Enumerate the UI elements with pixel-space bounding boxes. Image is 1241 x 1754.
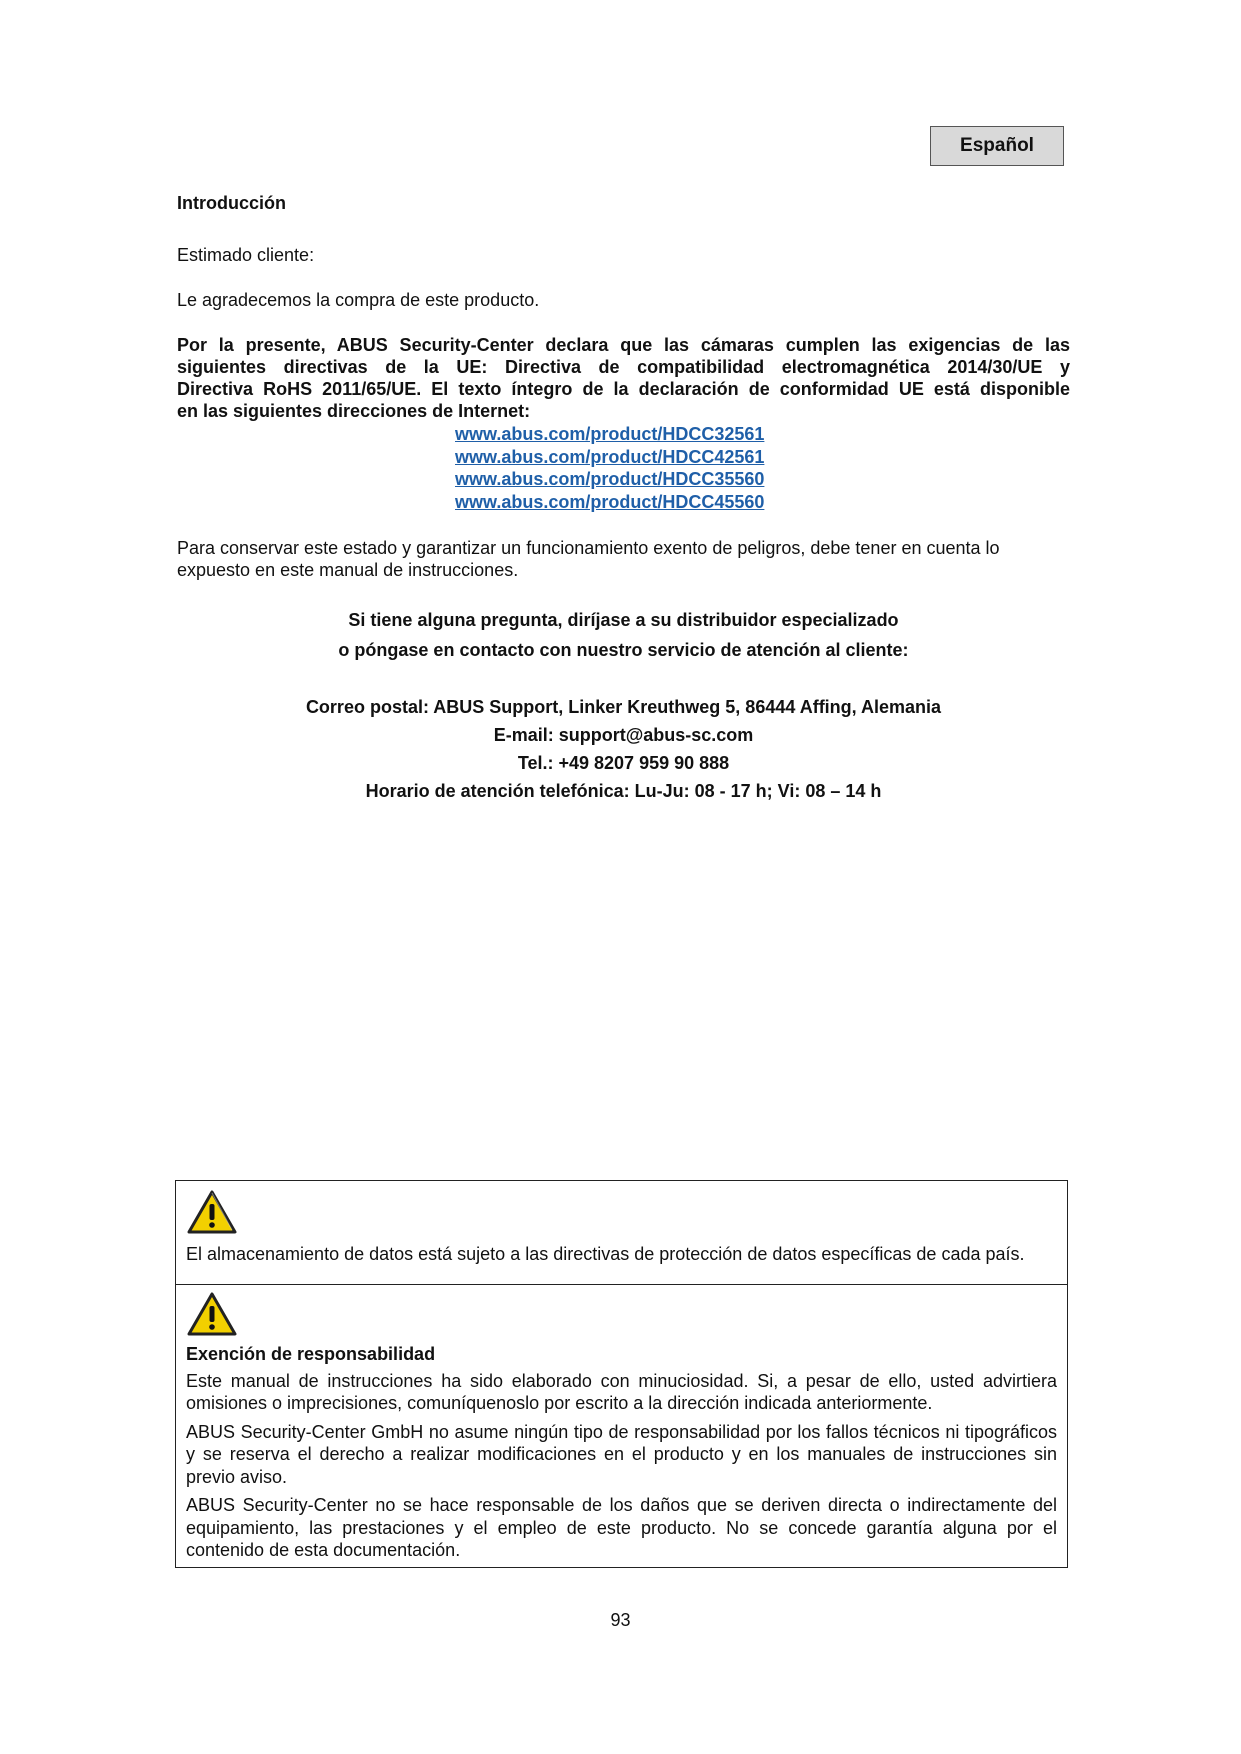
- conserve-paragraph: Para conservar este estado y garantizar un funcionamiento exento de peligros, debe tener en cuenta lo expuesto en este manual de instrucciones.: [177, 538, 1000, 580]
- product-link-hdcc35560[interactable]: www.abus.com/product/HDCC35560: [455, 469, 765, 489]
- page-number: 93: [610, 1610, 631, 1630]
- declaration-line: Por la presente, ABUS Security-Center declara que las cámaras cumplen las exigencias de las: [177, 335, 1070, 355]
- disclaimer-paragraph-2: ABUS Security-Center GmbH no asume ningún tipo de responsabilidad por los fallos técnicos ni tipográficos y se reserva el derecho a realizar modificaciones en el producto y en los manuales de instrucciones sin previo aviso.: [186, 1421, 1057, 1487]
- contact-postal: Correo postal: ABUS Support, Linker Kreuthweg 5, 86444 Affing, Alemania: [305, 697, 942, 717]
- contact-tel: Tel.: +49 8207 959 90 888: [517, 753, 730, 773]
- disclaimer-paragraph-1: Este manual de instrucciones ha sido elaborado con minuciosidad. Si, a pesar de ello, usted advirtiera omisiones o imprecisiones, comuníquenoslo por escrito a la dirección indicada anteriormente.: [186, 1370, 1057, 1413]
- section-heading: Introducción: [177, 193, 286, 213]
- product-links: [455, 423, 785, 513]
- contact-question-2: o póngase en contacto con nuestro servicio de atención al cliente:: [338, 640, 909, 660]
- greeting-text: Estimado cliente:: [177, 245, 315, 265]
- data-storage-notice: [175, 1180, 1068, 1286]
- disclaimer-notice: [175, 1284, 1068, 1568]
- warning-icon: [186, 1189, 238, 1235]
- declaration-line: Directiva RoHS 2011/65/UE. El texto íntegro de la declaración de conformidad UE está disponible: [177, 379, 1070, 399]
- product-link-hdcc45560[interactable]: www.abus.com/product/HDCC45560: [455, 491, 765, 512]
- product-link-hdcc42561[interactable]: www.abus.com/product/HDCC42561: [455, 446, 765, 467]
- declaration-line: en las siguientes direcciones de Internet:: [177, 401, 531, 421]
- warning-icon: [186, 1291, 238, 1337]
- thanks-text: Le agradecemos la compra de este producto.: [177, 290, 540, 310]
- product-link-hdcc32561[interactable]: www.abus.com/product/HDCC32561: [455, 424, 765, 444]
- contact-email: E-mail: support@abus-sc.com: [493, 725, 754, 745]
- language-tab: Español: [930, 126, 1064, 166]
- contact-question-1: Si tiene alguna pregunta, diríjase a su distribuidor especializado: [348, 610, 899, 630]
- disclaimer-paragraph-3: ABUS Security-Center no se hace responsable de los daños que se deriven directa o indirectamente del equipamiento, las prestaciones y el empleo de este producto. No se concede garantía alguna por el contenido de esta documentación.: [186, 1495, 1057, 1560]
- declaration-paragraph: [177, 334, 1070, 422]
- contact-hours: Horario de atención telefónica: Lu-Ju: 08 - 17 h; Vi: 08 – 14 h: [365, 781, 882, 801]
- data-storage-text: El almacenamiento de datos está sujeto a las directivas de protección de datos específicas de cada país.: [186, 1244, 1025, 1264]
- declaration-line: siguientes directivas de la UE: Directiva de compatibilidad electromagnética 2014/30/UE y: [177, 357, 1070, 377]
- disclaimer-title: Exención de responsabilidad: [186, 1344, 436, 1364]
